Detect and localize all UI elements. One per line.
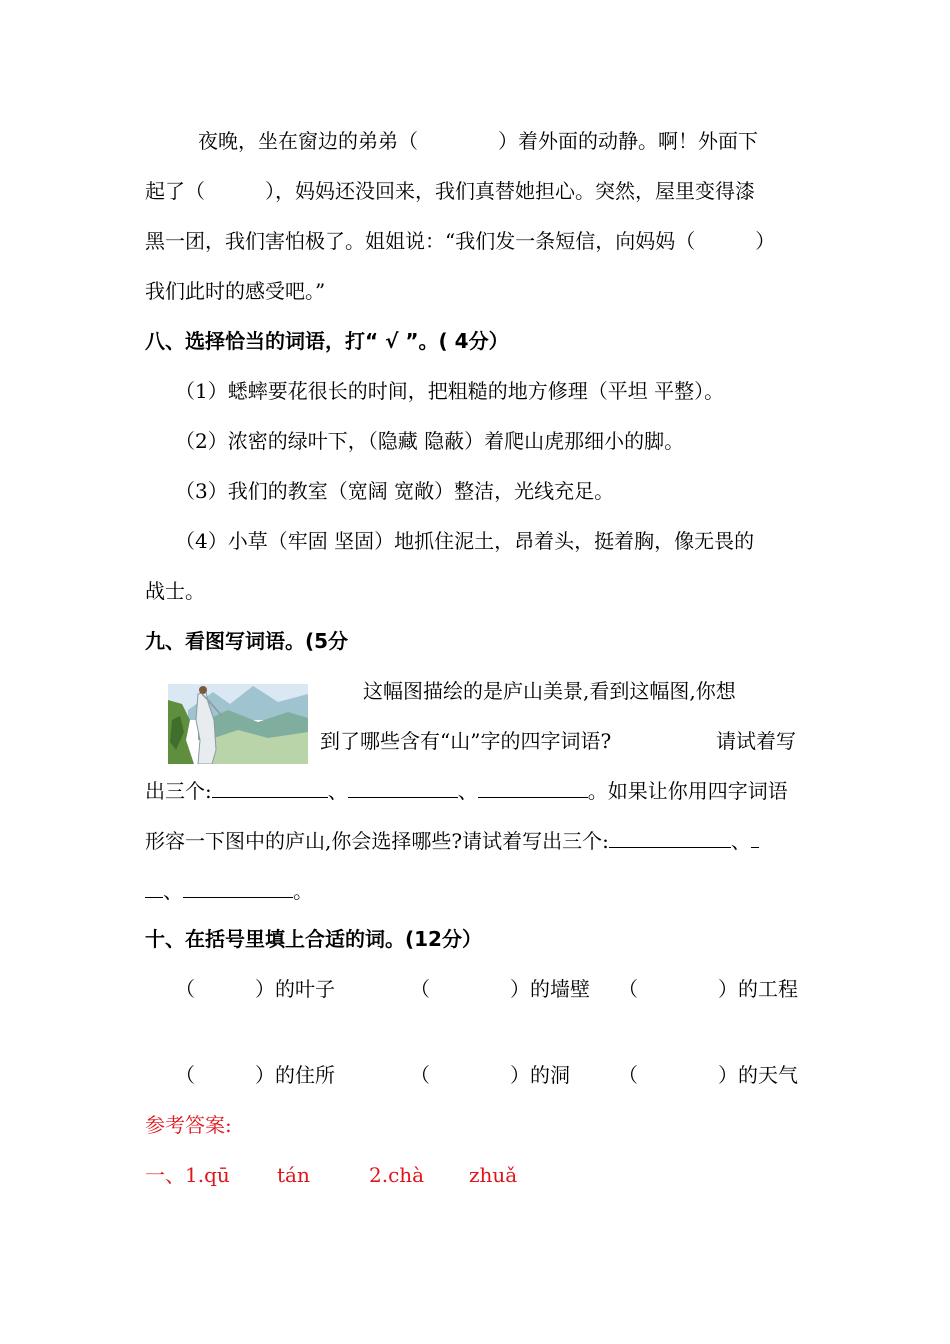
answer-blank-4[interactable] (609, 829, 731, 848)
passage-line-3: 黑一团，我们害怕极了。姐姐说：“我们发一条短信，向妈妈（ ） (145, 229, 776, 253)
section-10-title: 十、在括号里填上合适的词。(12分） (145, 927, 482, 951)
section-9-line-2a: 到了哪些含有“山”字的四字词语? (320, 729, 612, 753)
answer-blank-3[interactable] (478, 779, 588, 798)
answers-title: 参考答案: (145, 1113, 232, 1137)
answer-blank-5-end[interactable] (145, 879, 163, 898)
answer-blank-6[interactable] (183, 879, 293, 898)
separator: 、 (457, 779, 478, 803)
answer-blank-2[interactable] (348, 779, 458, 798)
fill-item: （ ）的墙壁 (410, 977, 590, 1001)
section-8-item-1: （1）蟋蟀要花很长的时间，把粗糙的地方修理（平坦 平整）。 (175, 379, 725, 403)
answer-item: zhuǎ (469, 1163, 518, 1187)
section-9-line-5 (145, 878, 313, 904)
section-9-line-4 (145, 828, 759, 854)
fill-item: （ ）的洞 (410, 1063, 570, 1087)
passage-line-4: 我们此时的感受吧。” (145, 279, 326, 303)
section-9-line-2b: 请试着写 (716, 729, 796, 753)
separator: 、 (730, 829, 751, 853)
section-8-title: 八、选择恰当的词语，打“ √ ”。( 4分） (145, 329, 509, 353)
section-8-item-3: （3）我们的教室（宽阔 宽敞）整洁，光线充足。 (175, 479, 615, 503)
answer-blank-1[interactable] (212, 779, 328, 798)
section-8-item-2: （2）浓密的绿叶下，（隐藏 隐蔽）着爬山虎那细小的脚。 (175, 429, 685, 453)
section-9-line-3 (145, 778, 788, 804)
period: 。 (293, 879, 313, 903)
section-9-line-4a: 形容一下图中的庐山,你会选择哪些?请试着写出三个: (145, 829, 609, 853)
section-8-item-4: （4）小草（牢固 坚固）地抓住泥土，昂着头，挺着胸，像无畏的 (175, 529, 755, 553)
answer-item: 2.chà (369, 1163, 425, 1187)
section-9-line-3a: 出三个: (145, 779, 212, 803)
answer-item: tán (277, 1163, 310, 1187)
separator: 、 (163, 879, 183, 903)
passage-line-2: 起了（ ），妈妈还没回来，我们真替她担心。突然，屋里变得漆 (145, 179, 755, 203)
separator: 、 (327, 779, 348, 803)
fill-item: （ ）的叶子 (175, 977, 335, 1001)
section-9-line-1: 这幅图描绘的是庐山美景,看到这幅图,你想 (363, 679, 736, 703)
fill-item: （ ）的工程 (618, 977, 798, 1001)
section-9-title: 九、看图写词语。(5分 (145, 629, 349, 653)
fill-item: （ ）的住所 (175, 1063, 335, 1087)
answer-blank-5-start[interactable] (751, 829, 759, 848)
fill-item: （ ）的天气 (618, 1063, 798, 1087)
section-9-line-3b: 。如果让你用四字词语 (587, 779, 788, 803)
passage-line-1: 夜晚，坐在窗边的弟弟（ ）着外面的动静。啊！外面下 (198, 129, 758, 153)
answer-item: 一、1.qū (145, 1163, 230, 1187)
lushan-illustration (168, 680, 308, 764)
answers-line-1 (145, 1162, 517, 1188)
section-8-item-4-cont: 战士。 (145, 579, 205, 603)
